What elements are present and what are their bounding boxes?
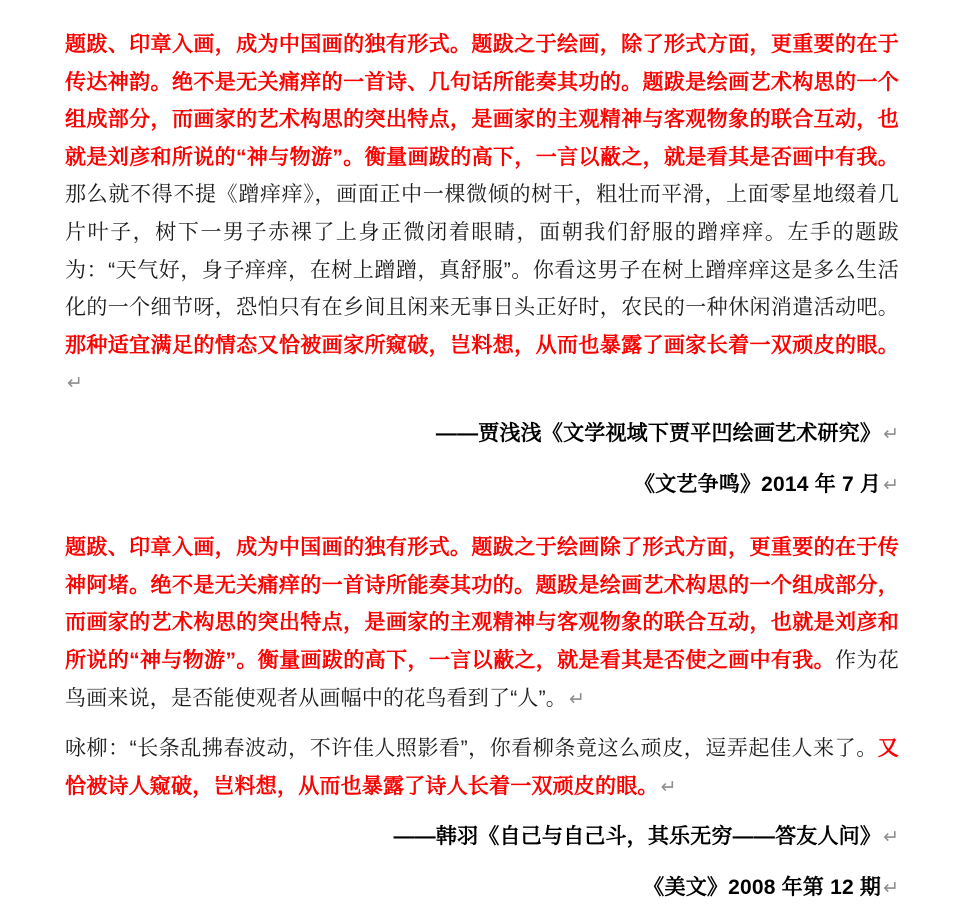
text-segment-red-bold: 又恰被诗人窥破，岂料想，从而也暴露了诗人长着一双顽皮的眼。: [65, 737, 899, 798]
paragraph-source-1-journal[interactable]: [65, 466, 899, 505]
text-segment-source-bold: 《美文》2008 年第 12 期: [643, 875, 882, 899]
paragraph-mark-icon: ↵: [67, 373, 83, 395]
paragraph-excerpt-1[interactable]: [65, 26, 899, 403]
text-segment-red-bold: 那种适宜满足的情态又恰被画家所窥破，岂料想，从而也暴露了画家长着一双顽皮的眼。: [65, 333, 899, 357]
text-segment-plain: 咏柳：“长条乱拂春波动，不许佳人照影看”，你看柳条竟这么顽皮，逗弄起佳人来了。: [65, 737, 878, 761]
paragraph-mark-icon: ↵: [883, 474, 899, 496]
paragraph-source-2-author[interactable]: [65, 818, 899, 857]
paragraph-mark-icon: ↵: [883, 827, 899, 849]
paragraph-source-1-author[interactable]: [65, 415, 899, 454]
text-segment-source-bold: ——贾浅浅《文学视域下贾平凹绘画艺术研究》: [435, 421, 882, 445]
text-segment-red-bold: 题跋、印章入画，成为中国画的独有形式。题跋之于绘画，除了形式方面，更重要的在于传达神韵。绝不是无关痛痒的一首诗、几句话所能奏其功的。题跋是绘画艺术构思的一个组成部分，而画家的艺术构思的突出特点，是画家的主观精神与客观物象的联合互动，也就是刘彦和所说的“神与物游”。衡量画跋的高下，一言以蔽之，就是看其是否画中有我。: [65, 33, 899, 169]
document-content: [65, 26, 899, 907]
text-segment-red-bold: 题跋、印章入画，成为中国画的独有形式。题跋之于绘画除了形式方面，更重要的在于传神阿堵。绝不是无关痛痒的一首诗所能奏其功的。题跋是绘画艺术构思的一个组成部分，而画家的艺术构思的突出特点，是画家的主观精神与客观物象的联合互动，也就是刘彦和所说的“神与物游”。衡量画跋的高下，一言以蔽之，就是看其是否使之画中有我。: [65, 536, 899, 672]
paragraph-excerpt-3[interactable]: [65, 730, 899, 806]
text-segment-plain: 作为花鸟画来说，是否能使观者从画幅中的花鸟看到了“人”。: [65, 648, 899, 710]
paragraph-excerpt-2[interactable]: [65, 529, 899, 718]
paragraph-mark-icon: ↵: [568, 688, 585, 710]
paragraph-mark-icon: ↵: [883, 423, 899, 445]
paragraph-source-2-journal[interactable]: [65, 869, 899, 907]
text-segment-source-bold: ——韩羽《自己与自己斗，其乐无穷——答友人问》: [393, 825, 882, 849]
text-segment-plain: 那么就不得不提《蹭痒痒》，画面正中一棵微倾的树干，粗壮而平滑，上面零星地缀着几片叶子，树下一男子赤裸了上身正微闭着眼睛，面朝我们舒服的蹭痒痒。左手的题跋为：“天气好，身子痒痒，在树上蹭蹭，真舒服”。你看这男子在树上蹭痒痒这是多么生活化的一个细节呀，恐怕只有在乡间且闲来无事日头正好时，农民的一种休闲消遣活动吧。: [65, 183, 899, 320]
paragraph-mark-icon: ↵: [883, 877, 899, 899]
paragraph-mark-icon: ↵: [660, 776, 677, 798]
text-segment-source-bold: 《文艺争鸣》2014 年 7 月: [633, 472, 882, 496]
